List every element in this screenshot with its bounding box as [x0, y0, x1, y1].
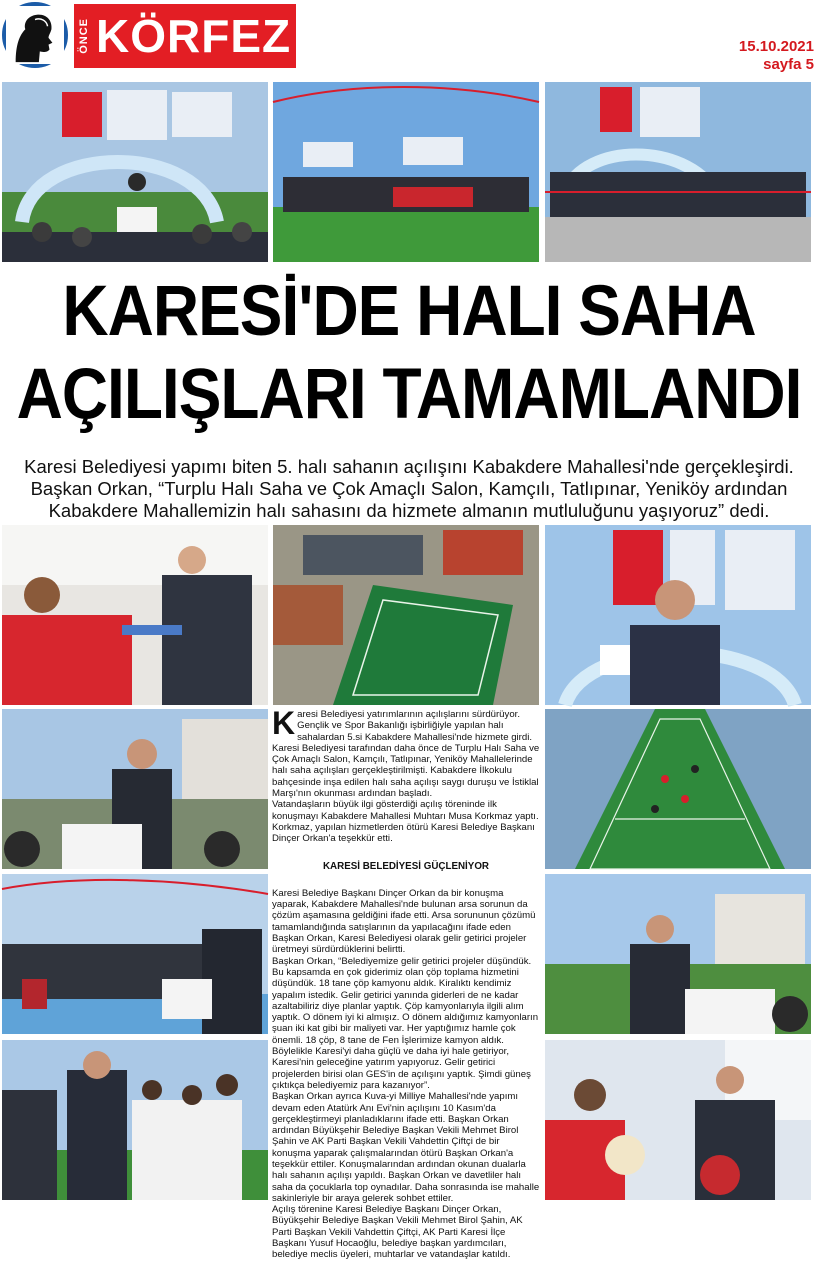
- headline-line-1: KARESİ'DE HALI SAHA: [62, 270, 756, 351]
- issue-date-block: [739, 38, 814, 74]
- photo-orkan-speaking: [545, 525, 811, 705]
- brand-logo: [74, 4, 296, 68]
- article-paragraph: Karesi Belediyesi yatırımlarının açılışlarını sürdürüyor. Gençlik ve Spor Bakanlığı işbirliğiyle yapılan halı sahalardan 5.si Kabakdere Mahallesi'nde hizmete girdi. Karesi Belediyesi tarafından daha önce de Turplu Halı Saha ve Çok Amaçlı Salon, Kamçılı, Tatlıpınar, Yeniköy Mahallelerinde halı saha açılışları gerçekleştirilmişti. Kabakdere İlkokulu bahçesinde inşa edilen halı saha açılışı saygı duruşu ve İstiklal Marşı'nın okunması ardından başladı.: [272, 705, 540, 800]
- brand-prefix: ÖNCE: [78, 18, 90, 54]
- photo-ribbon-cutting: [545, 82, 811, 262]
- deck-line-1: Karesi Belediyesi yapımı biten 5. halı sahanın açılışını Kabakdere Mahallesi'nde gerçekleşirdi.: [24, 456, 794, 477]
- photo-aerial-pitch: [273, 525, 539, 705]
- deck-line-3: Kabakdere Mahallemizin halı sahasını da hizmete almanın mutluluğunu yaşıyoruz” dedi.: [48, 500, 770, 521]
- photo-audience: [2, 874, 268, 1034]
- deck-summary: [0, 456, 818, 522]
- page-number: sayfa 5: [763, 56, 814, 73]
- issue-date: 15.10.2021: [738, 38, 814, 55]
- photo-speaker-podium: [545, 874, 811, 1034]
- article-body: [272, 705, 540, 1261]
- article-paragraph: Başkan Orkan ayrıca Kuva-yi Milliye Mahallesi'nde yapımı devam eden Atatürk Anı Evi'nin açılışını 10 Kasım'da gerçekleştirmeyi planladıklarını ifade etti. Başkan Orkan ardından Büyükşehir Belediye Başkan Vekili Mehmet Birol Şahin ve AK Parti Başkan Vekili Vahdettin Çiftçi de bir konuşma yaparak çalışmalarından ötürü Başkan Orkan'a teşekkür ettiler. Konuşmalarından ardından okunan dualarla halı sahanın açılışı yapıldı. Başkan Orkan ve davetliler halı saha da çocuklarla top oynadılar. Daha sonrasında ise mahalle sakinleriyle bir araya gelerek sohbet ettiler.: [272, 1091, 540, 1204]
- article-paragraph: Açılış törenine Karesi Belediye Başkanı Dinçer Orkan, Büyükşehir Belediye Başkan Vekili Mehmet Birol Şahin, AK Parti Başkan Vekili Vahdettin Çiftçi, AK Parti Karesi İlçe Başkanı Yusuf Hocaoğlu, belediye başkan yardımcıları, belediye meclis üyeleri, muhtarlar ve vatandaşlar katıldı.: [272, 1204, 523, 1261]
- masthead: [0, 0, 818, 76]
- brand-name: KÖRFEZ: [96, 10, 292, 62]
- article-subhead: KARESİ BELEDİYESİ GÜÇLENİYOR: [322, 860, 490, 872]
- headline: [0, 269, 818, 435]
- photo-speech-stage: [2, 82, 268, 262]
- photo-gift-presentation: [2, 525, 268, 705]
- headline-line-2: AÇILIŞLARI TAMAMLANDI: [16, 353, 802, 434]
- photo-muhtar-speaking: [2, 709, 268, 869]
- photo-flowers-children: [545, 1040, 811, 1200]
- article-paragraph: Başkan Orkan, “Belediyemize gelir getirici projeler düşündük. Bu kapsamda en çok giderimiz olan çöp toplama hizmetini düşündük. 18 tane çöp kamyonu aldık. Kiralıktı kendimiz yapalım istedik. Gelir getirici yanında giderleri de ne kadar azaltabiliriz diye planlar yaptık. Çöp kamyonlarıyla ilgili alım yaptık. O dönem iyi ki almışız. O dönem aldığımız kamyonların şuan iki kat gibi bir maliyeti var. Her yaptığımız hamle çok önemli. 18 çöp, 8 tane de Fen İşlerimize kamyon aldık. Böylelikle Karesi'yi daha güçlü ve daha iyi hale getiriyor, Karesi'nin geleceğine yatırım yapıyoruz. Gelir getirici projelerden birisi olan GES'in de açılışını yaptık. Şimdi güneş çıktıkça belediyemiz para kazanıyor”.: [272, 955, 539, 1091]
- photo-group-field: [273, 82, 539, 262]
- ataturk-logo-icon: [2, 2, 68, 68]
- article-paragraph: Karesi Belediye Başkanı Dinçer Orkan da bir konuşma yaparak, Kabakdere Mahallesi'nde bulunan arsa sorunun da çözüm aşamasına geldiğini ifade etti. Arsa sorununun çözümü tamamlandığında satışlarının da yapılacağını ifade eden Başkan Orkan, Karesi Belediyesi olarak gelir getirici projeler üretmeyi sürdürdüklerini belirtti.: [272, 887, 536, 956]
- article-paragraph: Vatandaşların büyük ilgi gösterdiği açılış töreninde ilk konuşmayı Kabakdere Mahallesi Muhtarı Musa Korkmaz yaptı. Korkmaz, yapılan hizmetlerden ötürü Karesi Belediye Başkanı Dinçer Orkan'a teşekkür etti.: [272, 799, 539, 845]
- deck-line-2: Başkan Orkan, “Turplu Halı Saha ve Çok Amaçlı Salon, Kamçılı, Tatlıpınar, Yeniköy ardından: [30, 478, 788, 499]
- photo-football-match: [545, 709, 811, 869]
- photo-children-handshake: [2, 1040, 268, 1200]
- drop-cap: K: [272, 705, 296, 741]
